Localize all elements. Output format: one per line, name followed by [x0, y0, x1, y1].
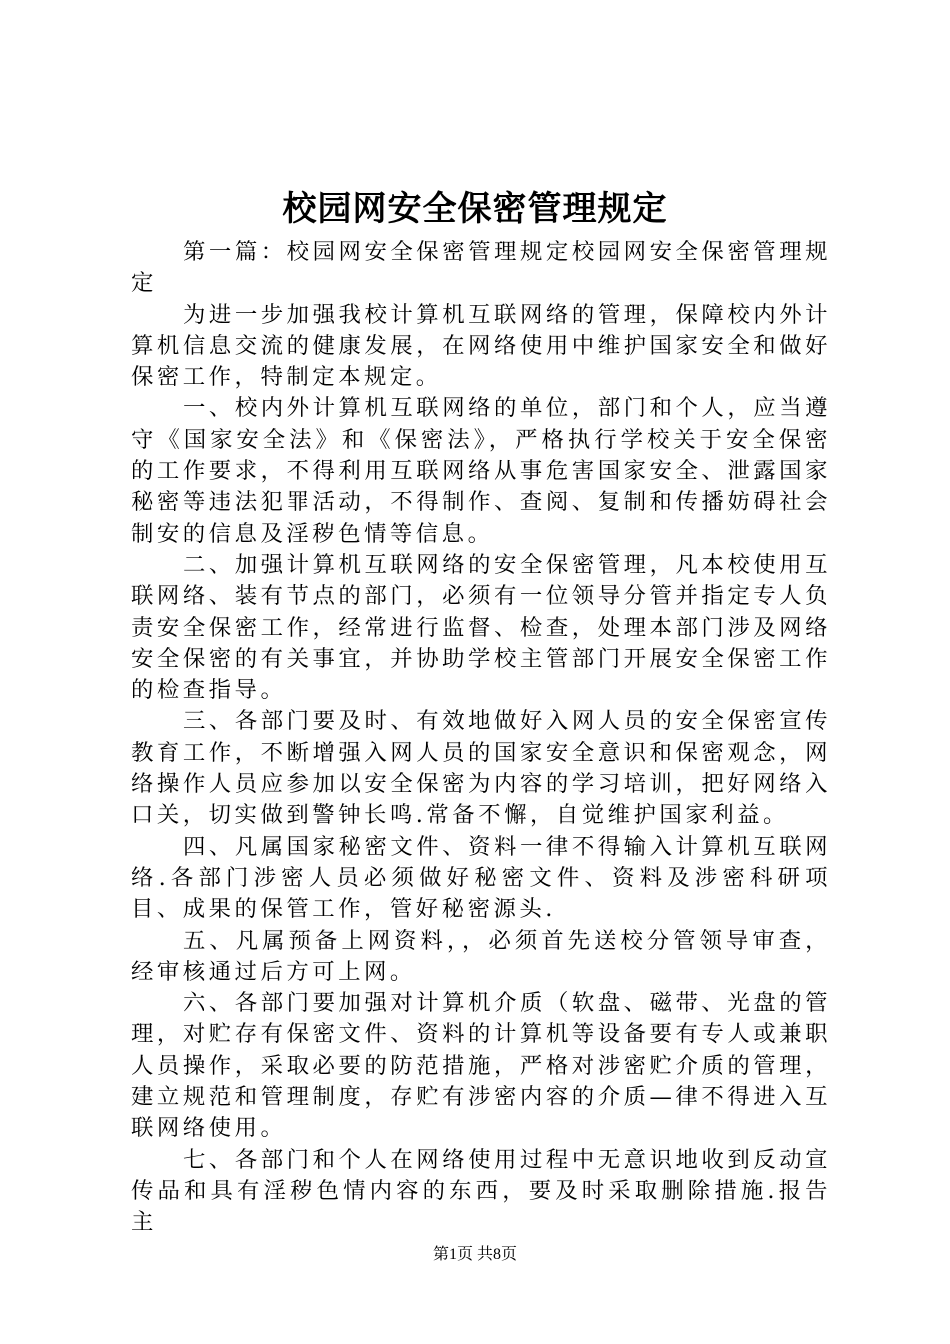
- paragraph: 第一篇：校园网安全保密管理规定校园网安全保密管理规定: [131, 239, 831, 297]
- paragraph: 三、各部门要及时、有效地做好入网人员的安全保密宣传教育工作，不断增强入网人员的国家安全意识和保密观念，网络操作人员应参加以安全保密为内容的学习培训，把好网络入口关，切实做到警钟长鸣.常备不懈，自觉维护国家利益。: [131, 708, 831, 829]
- document-title: 校园网安全保密管理规定: [282, 189, 668, 229]
- document-body: [131, 237, 831, 1239]
- paragraph: 一、校内外计算机互联网络的单位，部门和个人，应当遵守《国家安全法》和《保密法》，严格执行学校关于安全保密的工作要求，不得利用互联网络从事危害国家安全、泄露国家秘密等违法犯罪活动，不得制作、查阅、复制和传播妨碍社会制安的信息及淫秽色情等信息。: [131, 395, 831, 547]
- paragraph: 二、加强计算机互联网络的安全保密管理，凡本校使用互联网络、装有节点的部门，必须有一位领导分管并指定专人负责安全保密工作，经常进行监督、检查，处理本部门涉及网络安全保密的有关事宜，并协助学校主管部门开展安全保密工作的检查指导。: [131, 551, 831, 704]
- paragraph: 七、各部门和个人在网络使用过程中无意识地收到反动宣传品和具有淫秽色情内容的东西，要及时采取删除措施.报告主: [131, 1146, 831, 1236]
- paragraph: 五、凡属预备上网资料，，必须首先送校分管领导审查，经审核通过后方可上网。: [131, 927, 831, 985]
- paragraph: 六、各部门要加强对计算机介质（软盘、磁带、光盘的管理，对贮存有保密文件、资料的计算机等设备要有专人或兼职人员操作，采取必要的防范措施，严格对涉密贮介质的管理，建立规范和管理制度，存贮有涉密内容的介质—律不得进入互联网络使用。: [131, 990, 831, 1142]
- page-number-footer: 第1页 共8页: [432, 1246, 517, 1263]
- paragraph: 为进一步加强我校计算机互联网络的管理，保障校内外计算机信息交流的健康发展，在网络使用中维护国家安全和做好保密工作，特制定本规定。: [131, 301, 831, 391]
- paragraph: 四、凡属国家秘密文件、资料一律不得输入计算机互联网络.各部门涉密人员必须做好秘密文件、资料及涉密科研项目、成果的保管工作，管好秘密源头.: [131, 833, 831, 923]
